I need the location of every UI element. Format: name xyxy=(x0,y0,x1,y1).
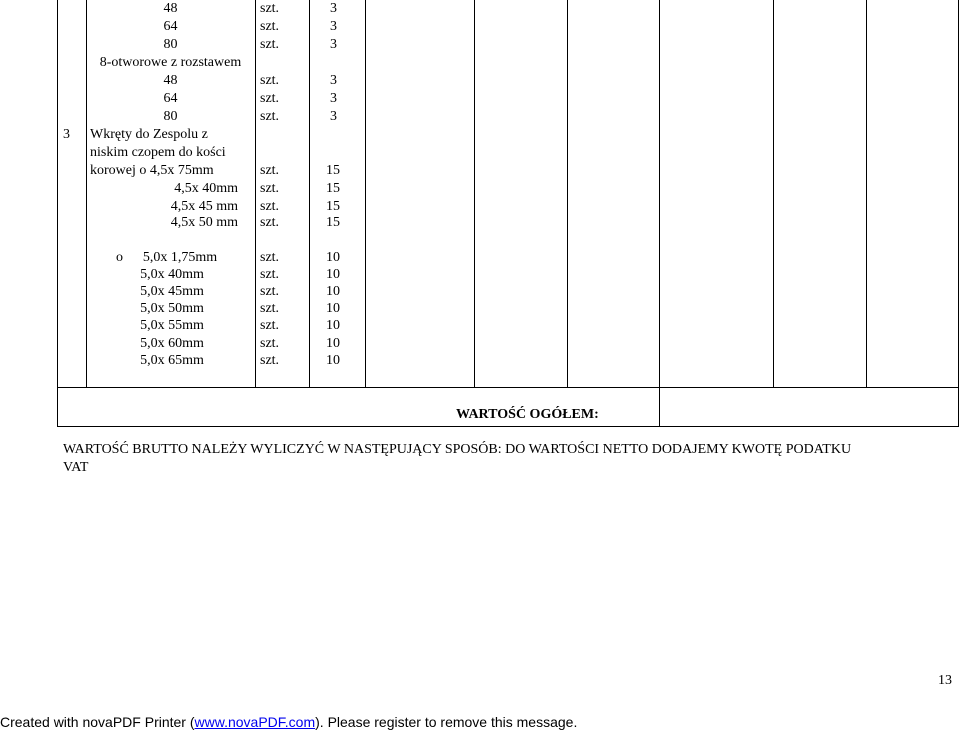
unit-cell: szt. xyxy=(260,353,280,368)
unit-cell: szt. xyxy=(260,284,280,299)
desc-cell: 64 xyxy=(163,91,178,106)
desc-cell: 5,0x 50mm xyxy=(140,301,204,316)
desc-cell: 80 xyxy=(163,37,178,52)
footer-text: ). Please register to remove this message. xyxy=(315,714,578,730)
qty-cell: 10 xyxy=(326,301,340,316)
desc-cell: 48 xyxy=(163,1,178,16)
unit-cell: szt. xyxy=(260,19,280,34)
unit-cell: szt. xyxy=(260,215,280,230)
desc-cell: 64 xyxy=(163,19,178,34)
item-title-line: Wkręty do Zespolu z xyxy=(90,127,208,142)
desc-cell: 8-otworowe z rozstawem xyxy=(99,55,242,70)
qty-cell: 3 xyxy=(330,91,337,106)
desc-cell: 80 xyxy=(163,109,178,124)
unit-cell: szt. xyxy=(260,250,280,265)
unit-cell: szt. xyxy=(260,163,280,178)
unit-cell: szt. xyxy=(260,301,280,316)
qty-cell: 10 xyxy=(326,336,340,351)
unit-cell: szt. xyxy=(260,336,280,351)
unit-cell: szt. xyxy=(260,1,280,16)
watermark-footer xyxy=(0,714,577,730)
unit-cell: szt. xyxy=(260,267,280,282)
qty-cell: 15 xyxy=(326,215,340,230)
qty-cell: 10 xyxy=(326,353,340,368)
desc-cell: 5,0x 45mm xyxy=(140,284,204,299)
desc-cell: 5,0x 60mm xyxy=(140,336,204,351)
qty-cell: 10 xyxy=(326,284,340,299)
qty-cell: 3 xyxy=(330,73,337,88)
qty-cell: 10 xyxy=(326,267,340,282)
desc-cell: 4,5x 50 mm xyxy=(170,215,238,230)
item-title-line: niskim czopem do kości xyxy=(90,145,226,160)
qty-cell: 3 xyxy=(330,19,337,34)
desc-cell: 48 xyxy=(163,73,178,88)
qty-cell: 3 xyxy=(330,37,337,52)
qty-cell: 15 xyxy=(326,181,340,196)
desc-cell: 5,0x 1,75mm xyxy=(142,250,218,265)
bullet-marker: o xyxy=(116,250,123,265)
desc-cell: 4,5x 40mm xyxy=(174,181,238,196)
qty-cell: 10 xyxy=(326,318,340,333)
footer-link[interactable]: www.novaPDF.com xyxy=(194,714,316,730)
vat-note-line: WARTOŚĆ BRUTTO NALEŻY WYLICZYĆ W NASTĘPUJĄCY SPOSÓB: DO WARTOŚCI NETTO DODAJEMY KWOTĘ PODATKU xyxy=(63,442,852,457)
qty-cell: 3 xyxy=(330,1,337,16)
unit-cell: szt. xyxy=(260,199,280,214)
desc-cell: 5,0x 65mm xyxy=(140,353,204,368)
qty-cell: 15 xyxy=(326,163,340,178)
desc-cell: 4,5x 45 mm xyxy=(170,199,238,214)
unit-cell: szt. xyxy=(260,91,280,106)
qty-cell: 15 xyxy=(326,199,340,214)
unit-cell: szt. xyxy=(260,37,280,52)
unit-cell: szt. xyxy=(260,73,280,88)
qty-cell: 3 xyxy=(330,109,337,124)
unit-cell: szt. xyxy=(260,318,280,333)
total-label: WARTOŚĆ OGÓŁEM: xyxy=(456,407,599,422)
vat-note-line: VAT xyxy=(63,460,89,475)
desc-cell: 5,0x 40mm xyxy=(140,267,204,282)
unit-cell: szt. xyxy=(260,181,280,196)
qty-cell: 10 xyxy=(326,250,340,265)
item-number: 3 xyxy=(63,127,70,142)
unit-cell: szt. xyxy=(260,109,280,124)
footer-text: Created with novaPDF Printer ( xyxy=(0,714,195,730)
page-number: 13 xyxy=(938,673,952,688)
item-title-line: korowej o 4,5x 75mm xyxy=(90,163,214,178)
desc-cell: 5,0x 55mm xyxy=(140,318,204,333)
